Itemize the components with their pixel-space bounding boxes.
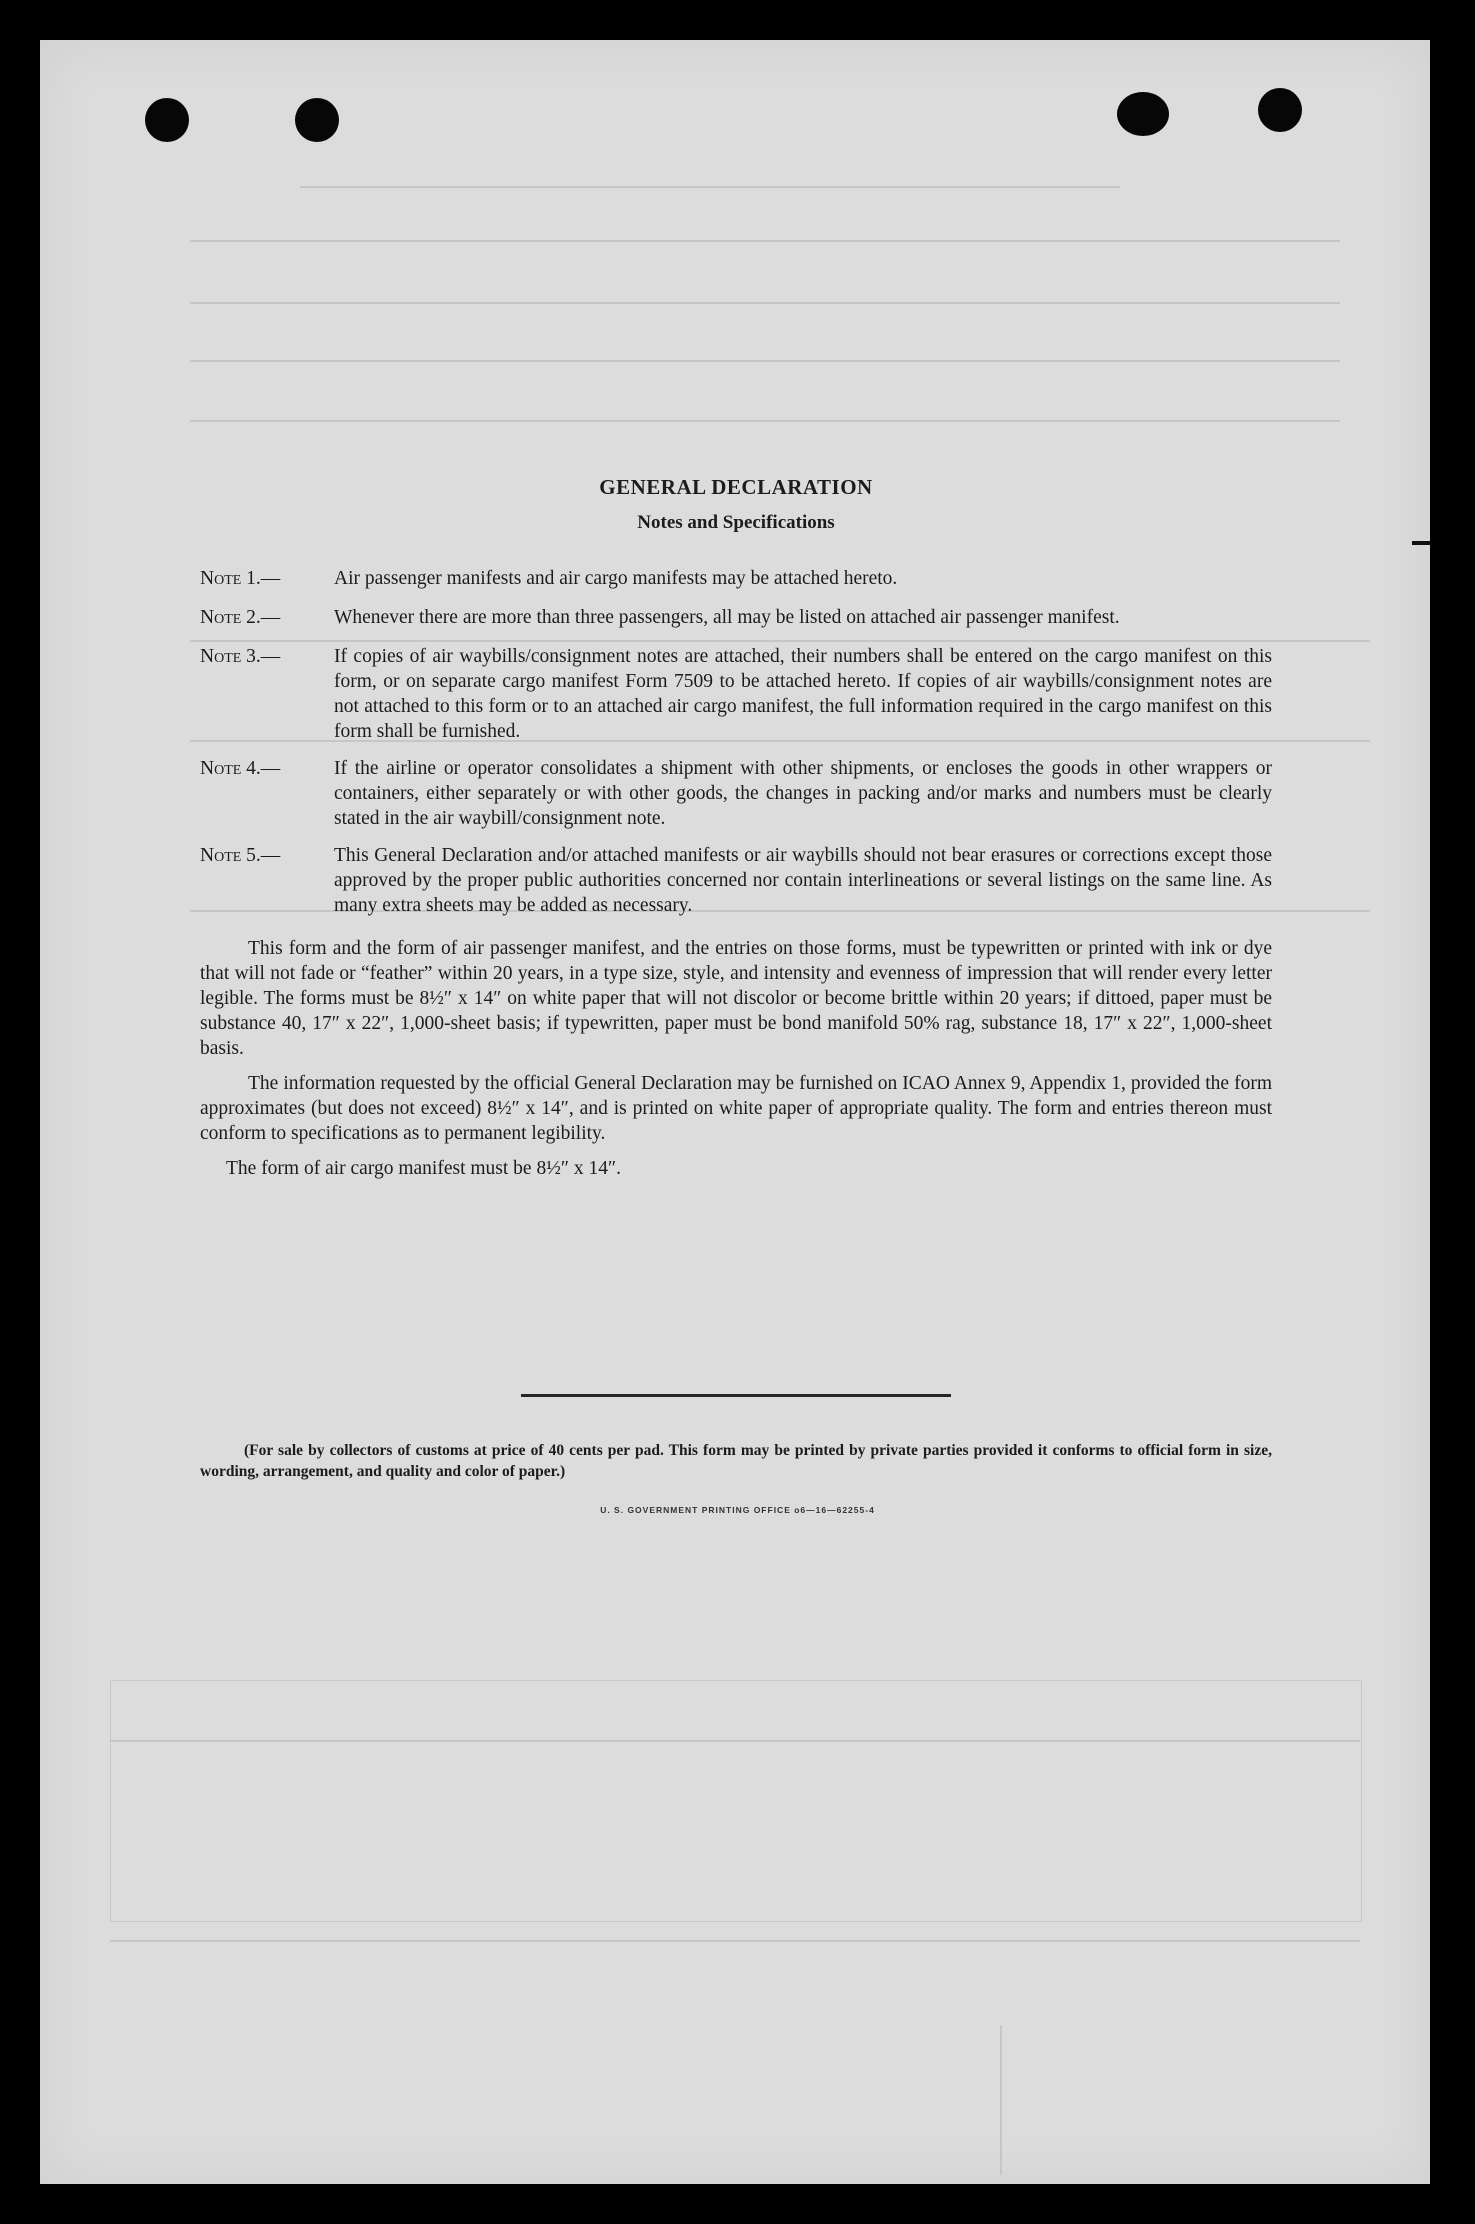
bleed-through-line <box>1000 2025 1002 2175</box>
note-text: Whenever there are more than three passengers, all may be listed on attached air passenger manifest. <box>334 607 1120 628</box>
sale-notice: (For sale by collectors of customs at price of 40 cents per pad. This form may be printed by private parties provided it conforms to official form in size, wording, arrangement, and quality and color of paper.) <box>200 1442 1272 1480</box>
bleed-through-line <box>190 302 1340 304</box>
paragraph-icao: The information requested by the official General Declaration may be furnished on ICAO Annex 9, Appendix 1, provided the form approximates (but does not exceed) 8½″ x 14″, and is printed on white paper of appropriate quality. The form and entries thereon must conform to specifications as to permanent legibility. <box>200 1073 1272 1144</box>
note-number: 2.— <box>246 607 281 628</box>
note-text: If copies of air waybills/consignment notes are attached, their numbers shall be entered on the cargo manifest on this form, or on separate cargo manifest Form 7509 to be attached hereto. If copies of air waybills/consignment notes are not attached to this form or to an attached air cargo manifest, the full information required in the cargo manifest on this form shall be furnished. <box>334 646 1272 742</box>
note-4 <box>200 756 1272 831</box>
bleed-through-line <box>190 240 1340 242</box>
note-label: Note <box>200 646 242 667</box>
note-label: Note <box>200 607 242 628</box>
note-1 <box>200 566 1272 591</box>
punch-hole <box>145 98 189 142</box>
notes-body <box>200 566 1272 1181</box>
page-subtitle: Notes and Specifications <box>637 512 835 533</box>
note-label: Note <box>200 568 242 589</box>
note-label: Note <box>200 845 242 866</box>
note-number: 5.— <box>246 845 281 866</box>
note-number: 3.— <box>246 646 281 667</box>
note-text: If the airline or operator consolidates a shipment with other shipments, or encloses the goods in other wrappers or containers, either separately or with other goods, the changes in packing and/or marks and numbers must be clearly stated in the air waybill/consignment note. <box>334 758 1272 829</box>
note-text: Air passenger manifests and air cargo manifests may be attached hereto. <box>334 568 898 589</box>
note-text: This General Declaration and/or attached manifests or air waybills should not bear erasures or corrections except those approved by the proper public authorities concerned nor contain interlineations or several listings on the same line. As many extra sheets may be added as necessary. <box>334 845 1272 916</box>
bleed-through-line <box>110 1940 1360 1942</box>
note-2 <box>200 605 1272 630</box>
bleed-through-table <box>110 1680 1362 1922</box>
header <box>200 475 1272 534</box>
bleed-through-line <box>300 186 1120 188</box>
page-title: GENERAL DECLARATION <box>599 475 873 499</box>
note-number: 1.— <box>246 568 281 589</box>
bleed-through-line <box>190 360 1340 362</box>
note-3 <box>200 644 1272 744</box>
bleed-through-line <box>110 1740 1360 1742</box>
note-label: Note <box>200 758 242 779</box>
paragraph-form-specs: This form and the form of air passenger manifest, and the entries on those forms, must be typewritten or printed with ink or dye that will not fade or “feather” within 20 years, in a type size, style, and intensity and evenness of impression that will render every letter legible. The forms must be 8½″ x 14″ on white paper that will not discolor or become brittle within 20 years; if dittoed, paper must be substance 40, 17″ x 22″, 1,000-sheet basis; if typewritten, paper must be bond manifold 50% rag, substance 18, 17″ x 22″, 1,000-sheet basis. <box>200 938 1272 1059</box>
printer-line: U. S. GOVERNMENT PRINTING OFFICE o6—16—62255-4 <box>600 1505 875 1515</box>
divider <box>521 1394 951 1397</box>
cargo-manifest-line: The form of air cargo manifest must be 8½″ x 14″. <box>226 1158 621 1179</box>
bleed-through-line <box>190 420 1340 422</box>
edge-mark <box>1412 541 1430 545</box>
punch-hole <box>295 98 339 142</box>
punch-hole <box>1117 92 1169 136</box>
note-number: 4.— <box>246 758 281 779</box>
note-5 <box>200 843 1272 918</box>
punch-hole <box>1258 88 1302 132</box>
